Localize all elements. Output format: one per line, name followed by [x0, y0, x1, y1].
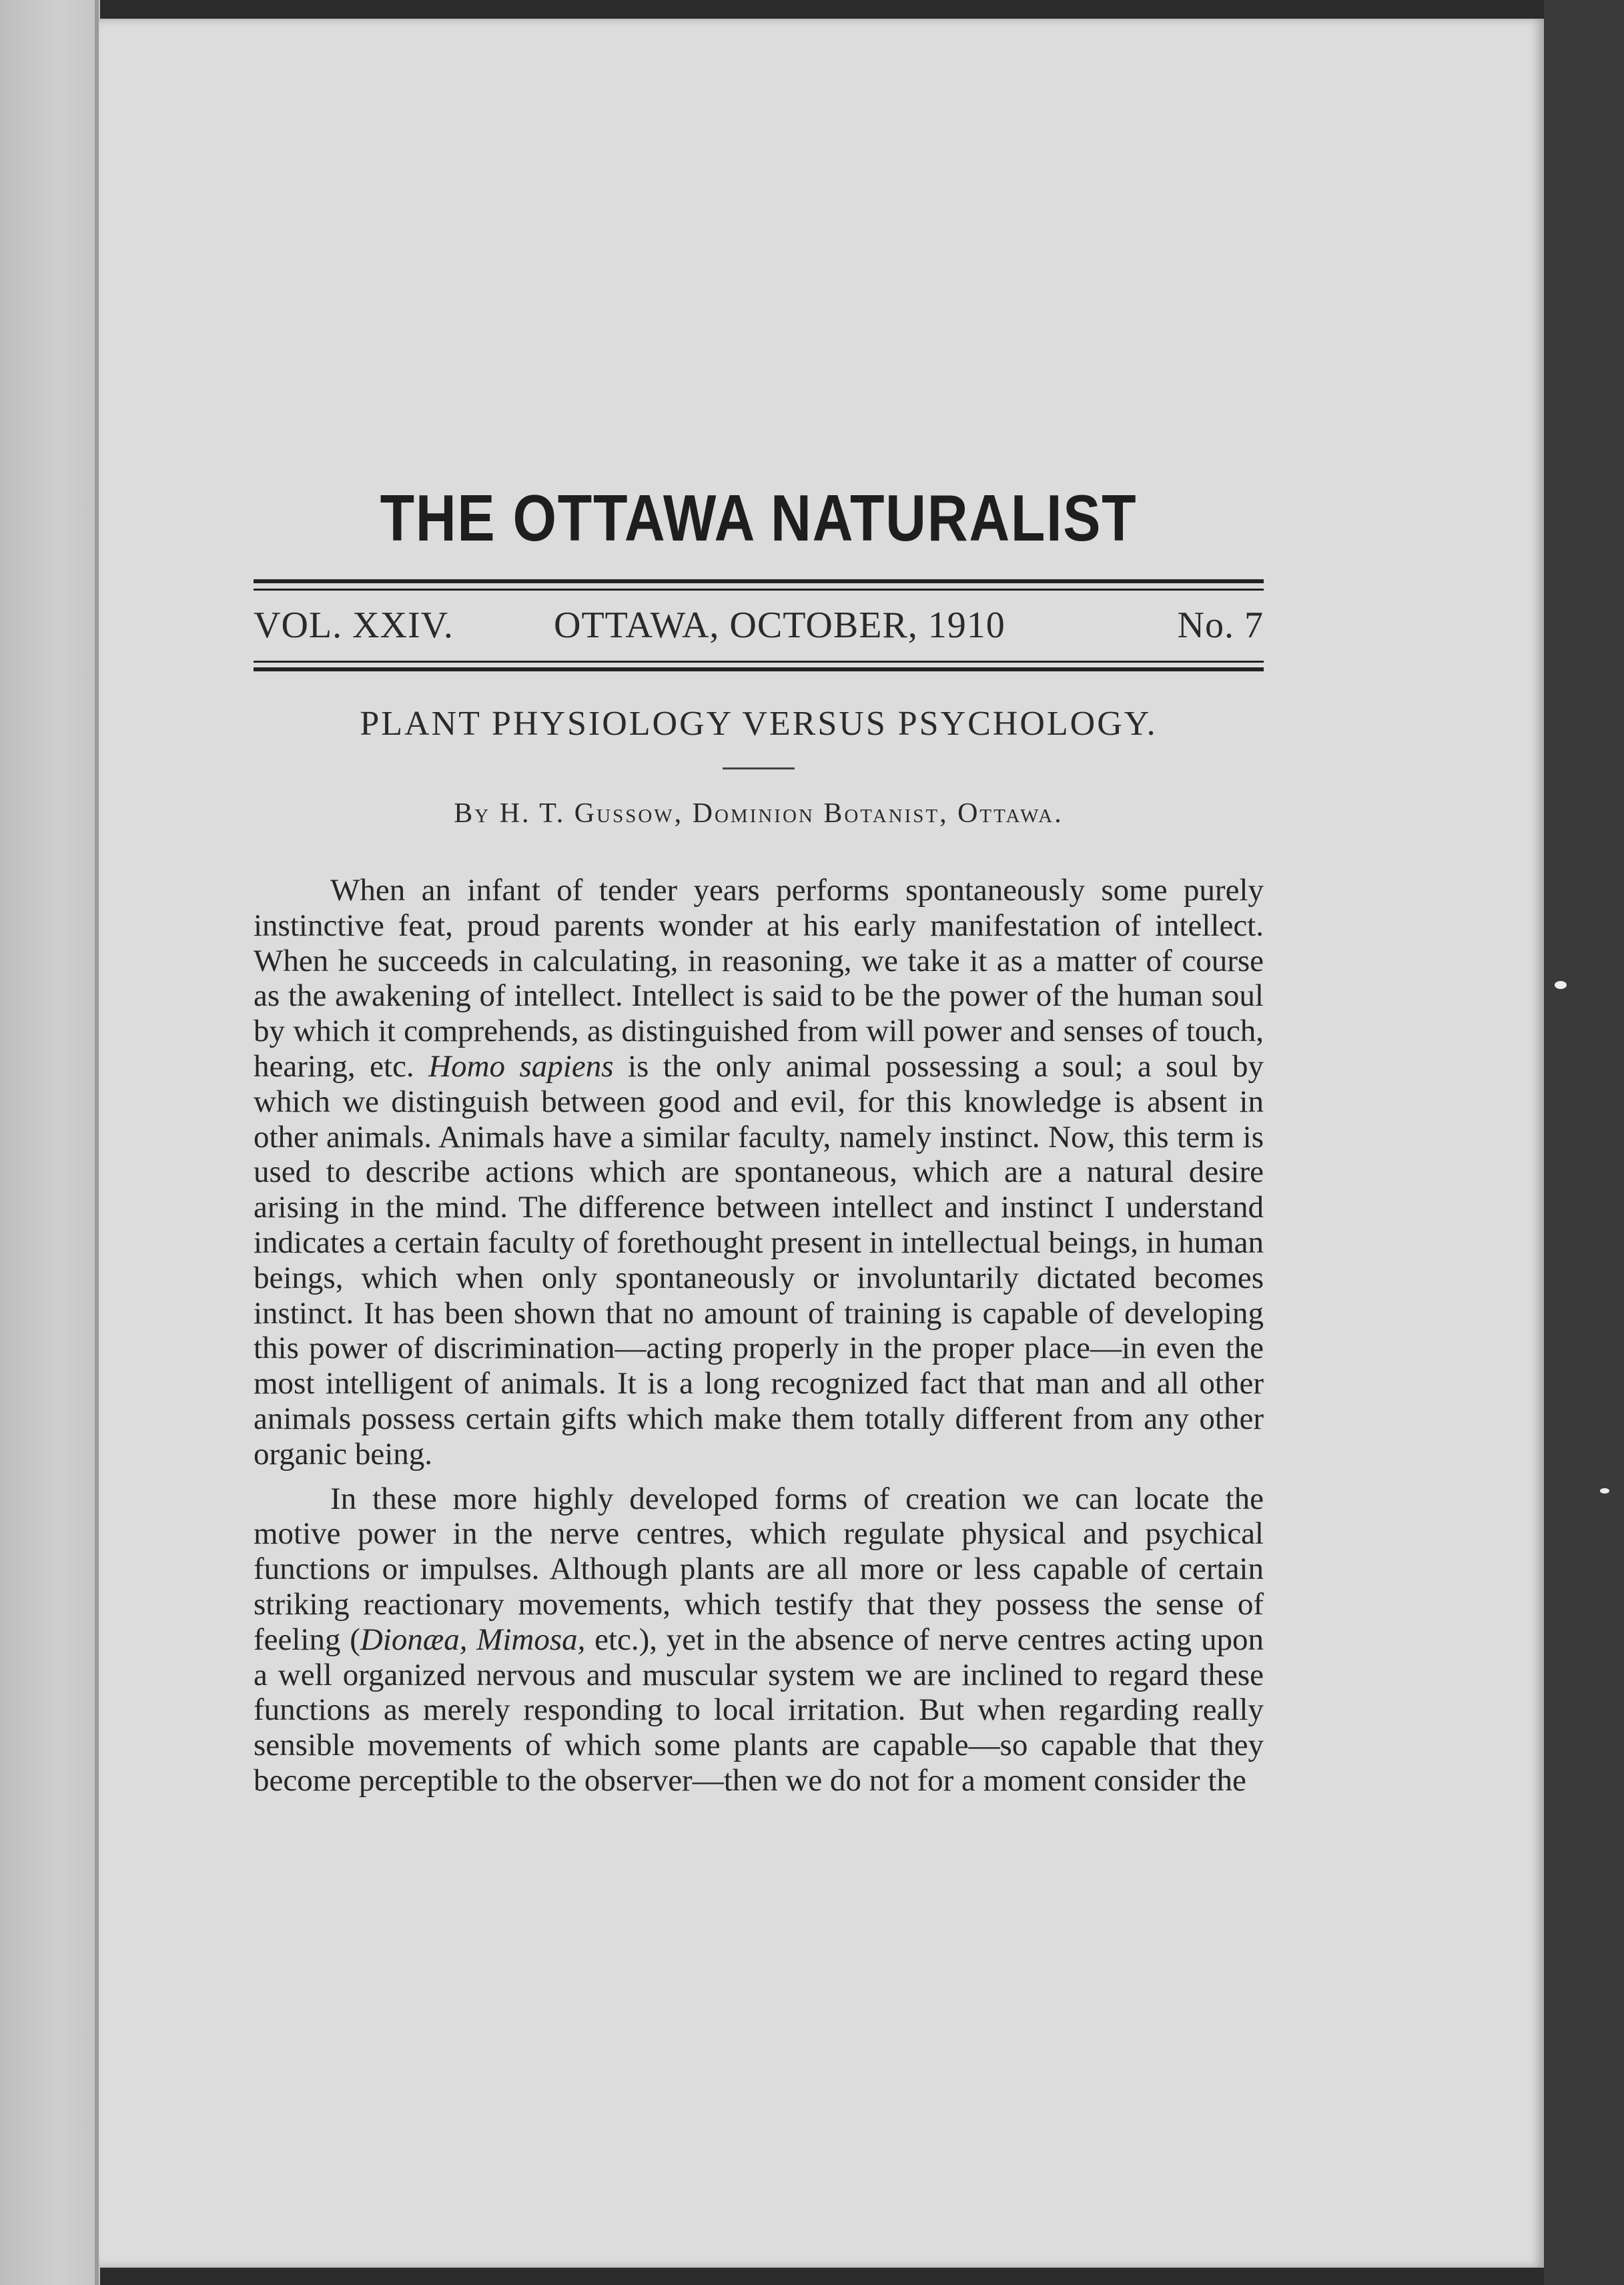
paragraph-2-part-b: etc.), yet in the absence of nerve centres acting upon a well organized nervous and muscular system we are inclined to regard these functions as merely responding to local irritation. But when regarding really sensible movements of which some plants are capable—so capable that they become perceptible to the observer—then we do not for a moment consider the [254, 1622, 1264, 1798]
masthead-rule-top-thin [254, 589, 1264, 591]
masthead-rule-bottom [254, 667, 1264, 671]
paragraph-1-part-a: When an infant of tender years performs spontaneously some purely instinctive feat, proud parents wonder at his early manifestation of intellect. When he succeeds in calculating, in reasoning, we take it as a matter of course as the awakening of intellect. Intellect is said to be the power of the human soul by which it comprehends, as distinguished from will power and senses of touch, hearing, etc. [254, 873, 1264, 1084]
paragraph-2-part-a: In these more highly developed forms of creation we can locate the motive power in the nerve centres, which regulate physical and psychical functions or impulses. Although plants are all more or less capable of certain striking reactionary movements, which testify that they possess the sense of feeling ( [254, 1481, 1264, 1657]
issue-number-label: No. 7 [1177, 605, 1264, 646]
scan-left-margin [0, 0, 100, 2285]
volume-label: VOL. XXIV. [254, 605, 454, 646]
scan-speck [1600, 1488, 1609, 1494]
issue-info [254, 604, 1264, 651]
paragraph-2 [254, 1482, 1264, 1799]
article-byline: By H. T. Gussow, Dominion Botanist, Ottawa. [454, 798, 1064, 829]
scan-right-edge [1544, 0, 1624, 2285]
paragraph-1 [254, 873, 1264, 1472]
journal-title: THE OTTAWA NATURALIST [380, 481, 1138, 555]
article-title: PLANT PHYSIOLOGY VERSUS PSYCHOLOGY. [360, 705, 1158, 743]
species-name: Homo sapiens [428, 1048, 614, 1084]
scan-speck [1555, 981, 1567, 989]
place-date-label: OTTAWA, OCTOBER, 1910 [554, 605, 1005, 646]
article-body [254, 873, 1264, 1799]
masthead-rule-top [254, 579, 1264, 583]
paragraph-1-part-b: is the only animal possessing a soul; a soul by which we distinguish between good and evil, for this knowledge is absent in other animals. Animals have a similar faculty, namely instinct. Now, this term is used to describe actions which are spontaneous, which are a natural desire arising in the mind. The difference between intellect and instinct I understand indicates a certain faculty of forethought present in intellectual beings, in human beings, which when only spontaneously or involuntarily dictated becomes instinct. It has been shown that no amount of training is capable of developing this power of discrimination—acting properly in the proper place—in even the most intelligent of animals. It is a long recognized fact that man and all other animals possess certain gifts which make them totally different from any other organic being. [254, 1048, 1264, 1472]
masthead-rule-bottom-thin [254, 661, 1264, 663]
title-separator [723, 767, 795, 769]
genus-names: Dionæa, Mimosa, [360, 1622, 586, 1657]
